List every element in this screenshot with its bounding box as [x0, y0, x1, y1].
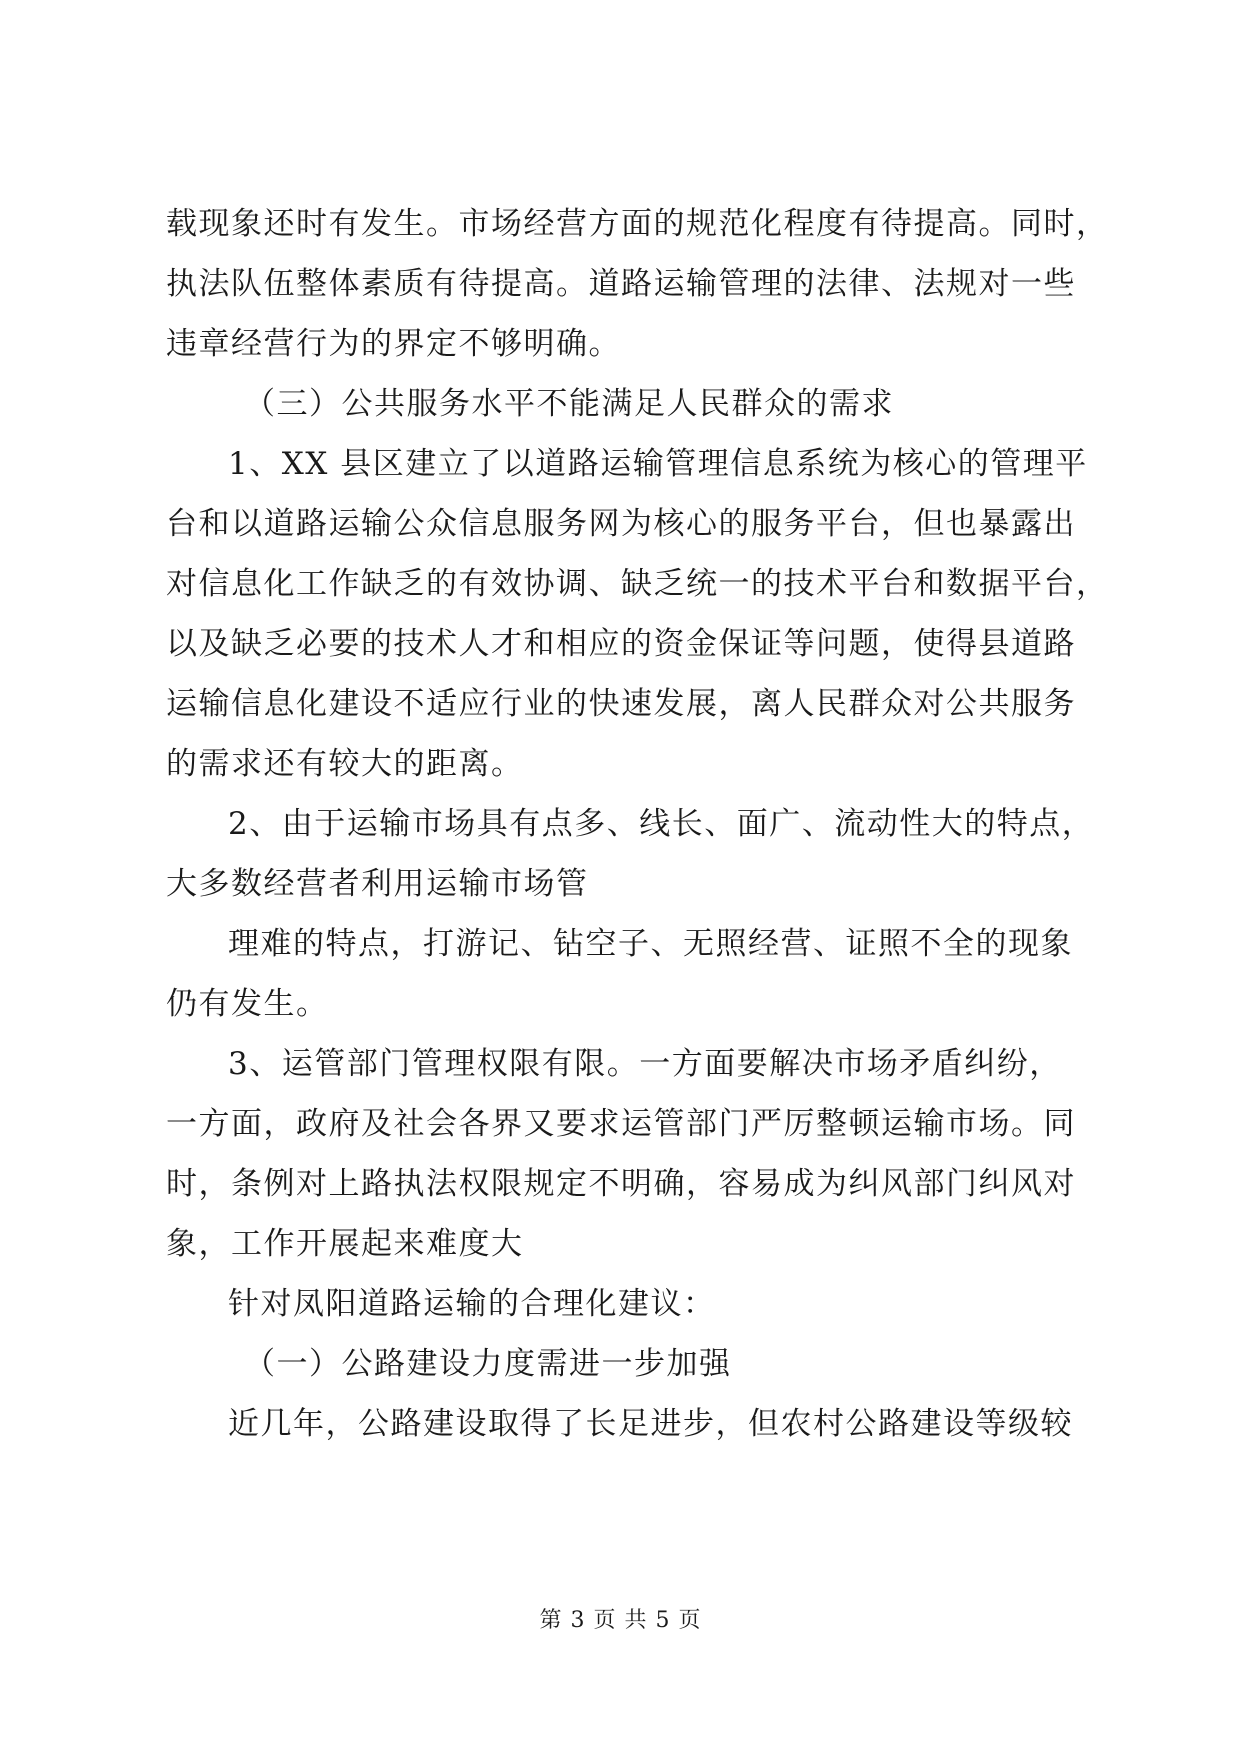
page-number: 第 3 页 共 5 页: [539, 1608, 702, 1633]
text-line: 一方面，政府及社会各界又要求运管部门严厉整顿运输市场。同: [166, 1106, 1076, 1142]
text-line: 对信息化工作缺乏的有效协调、缺乏统一的技术平台和数据平台，: [166, 566, 1109, 602]
section-heading: （三）公共服务水平不能满足人民群众的需求: [244, 386, 894, 422]
document-body: [166, 194, 1109, 1454]
text-line: 大多数经营者利用运输市场管: [166, 866, 589, 902]
text-line: 台和以道路运输公众信息服务网为核心的服务平台，但也暴露出: [166, 506, 1076, 542]
section-heading: （一）公路建设力度需进一步加强: [244, 1346, 732, 1382]
text-line: 载现象还时有发生。市场经营方面的规范化程度有待提高。同时，: [166, 206, 1109, 242]
text-line: 象，工作开展起来难度大: [166, 1226, 524, 1262]
text-line: 近几年，公路建设取得了长足进步，但农村公路建设等级较: [228, 1406, 1073, 1442]
page-footer: [0, 1606, 1241, 1636]
text-line: 运输信息化建设不适应行业的快速发展，离人民群众对公共服务: [166, 686, 1076, 722]
text-line: 时，条例对上路执法权限规定不明确，容易成为纠风部门纠风对: [166, 1166, 1076, 1202]
text-line: 违章经营行为的界定不够明确。: [166, 326, 621, 362]
text-line: 仍有发生。: [166, 986, 329, 1022]
text-line: 以及缺乏必要的技术人才和相应的资金保证等问题，使得县道路: [166, 626, 1076, 662]
text-line: 执法队伍整体素质有待提高。道路运输管理的法律、法规对一些: [166, 266, 1076, 302]
text-line: 理难的特点，打游记、钻空子、无照经营、证照不全的现象: [228, 926, 1073, 962]
section-intro: 针对凤阳道路运输的合理化建议：: [228, 1286, 716, 1322]
text-line: 的需求还有较大的距离。: [166, 746, 524, 782]
text-line: 2、由于运输市场具有点多、线长、面广、流动性大的特点，: [228, 806, 1095, 842]
text-line: 3、运管部门管理权限有限。一方面要解决市场矛盾纠纷，: [228, 1046, 1062, 1082]
text-line: 1、XX 县区建立了以道路运输管理信息系统为核心的管理平: [228, 446, 1088, 482]
